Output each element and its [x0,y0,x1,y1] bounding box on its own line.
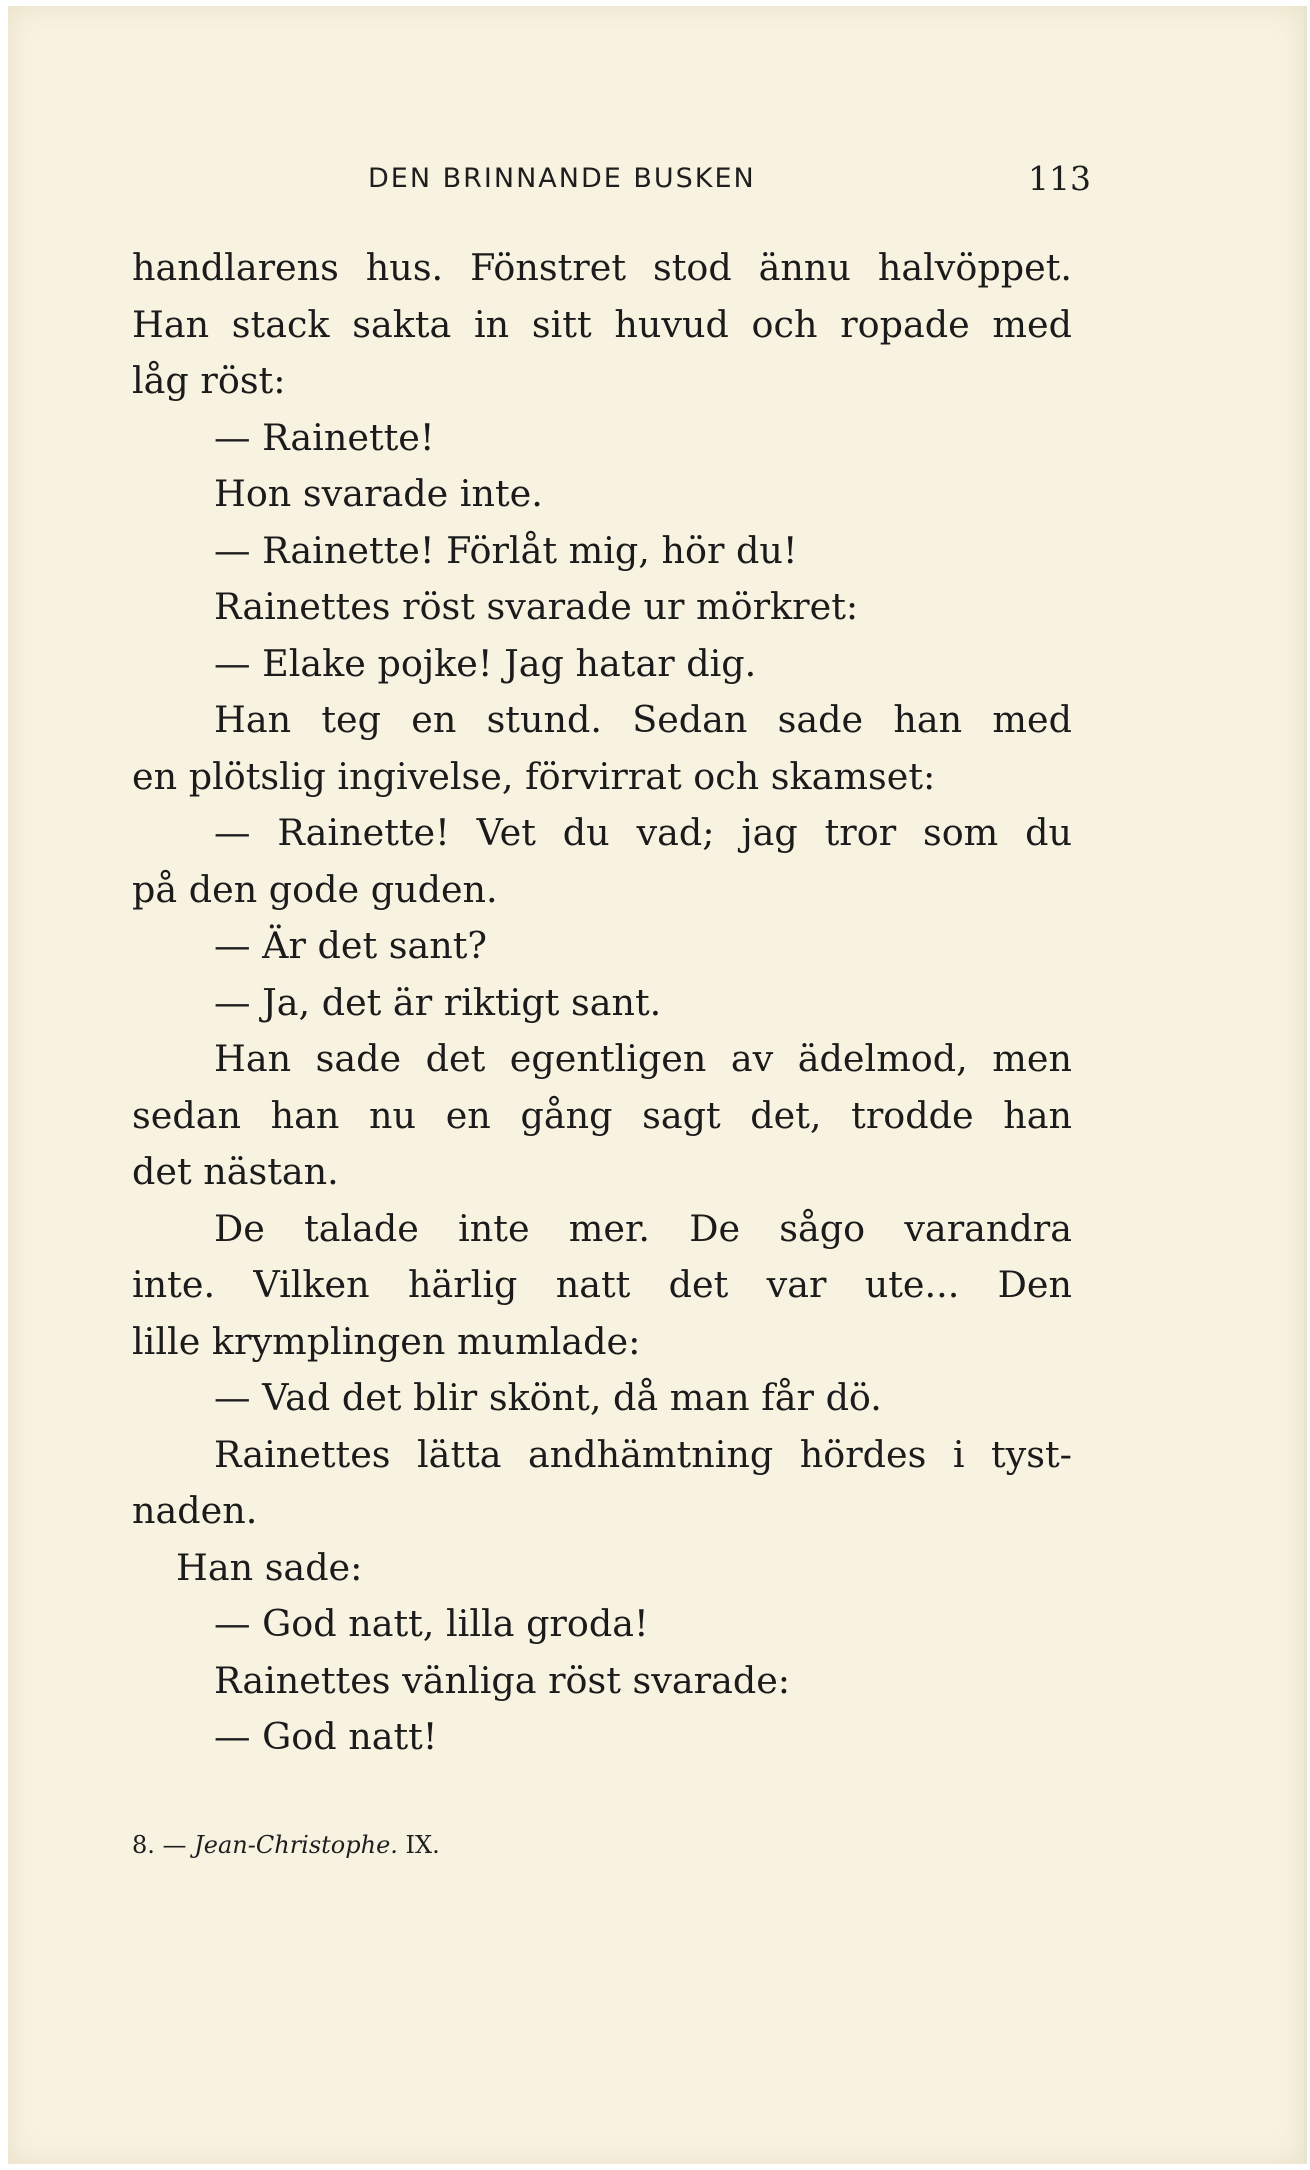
text-line: — God natt! [214,1715,438,1758]
text-line: — Elake pojke! Jag hatar dig. [214,641,757,685]
text-line: — Rainette! Vet du vad; jag tror som du [214,811,1072,854]
running-title: DEN BRINNANDE BUSKEN [368,163,756,194]
text-line: det nästan. [132,1150,339,1193]
text-line: — Är det sant? [214,924,487,967]
text-line: en plötslig ingivelse, förvirrat och skamset: [132,754,936,798]
text-line: på den gode guden. [132,867,498,911]
text-line: låg röst: [132,359,286,402]
text-line: Han sade det egentligen av ädelmod, men [214,1037,1072,1080]
page-header [8,159,1304,213]
text-line: Han teg en stund. Sedan sade han med [214,698,1072,741]
text-line: — Vad det blir skönt, då man får dö. [214,1376,882,1419]
text-line: — Ja, det är riktigt sant. [214,980,662,1024]
text-line: Rainettes vänliga röst svarade: [214,1658,791,1702]
text-line: Rainettes lätta andhämtning hördes i tyst- [214,1432,1072,1476]
text-line: — Rainette! [214,415,435,459]
text-line: — Rainette! Förlåt mig, hör du! [214,528,798,572]
signature-title: Jean-Christophe. [194,1831,398,1859]
text-line: naden. [132,1489,258,1532]
signature-sheet: 8. — [132,1831,187,1859]
signature-volume: IX. [405,1831,440,1859]
text-line: handlarens hus. Fönstret stod ännu halvöppet. [132,246,1072,289]
text-line: inte. Vilken härlig natt det var ute... Den [132,1263,1072,1306]
text-line: — God natt, lilla groda! [214,1602,649,1645]
text-line: Hon svarade inte. [214,472,543,515]
book-page [8,6,1307,2164]
text-line: Han sade: [176,1545,363,1589]
page-number: 113 [1028,159,1091,198]
text-line: Rainettes röst svarade ur mörkret: [214,585,859,628]
text-line: Han stack sakta in sitt huvud och ropade med [132,302,1072,346]
text-line: lille krymplingen mumlade: [132,1319,641,1363]
printer-signature [132,1831,440,1859]
body-text [132,240,1072,1766]
text-line: De talade inte mer. De sågo varandra [214,1206,1072,1250]
text-line: sedan han nu en gång sagt det, trodde han [132,1093,1072,1137]
